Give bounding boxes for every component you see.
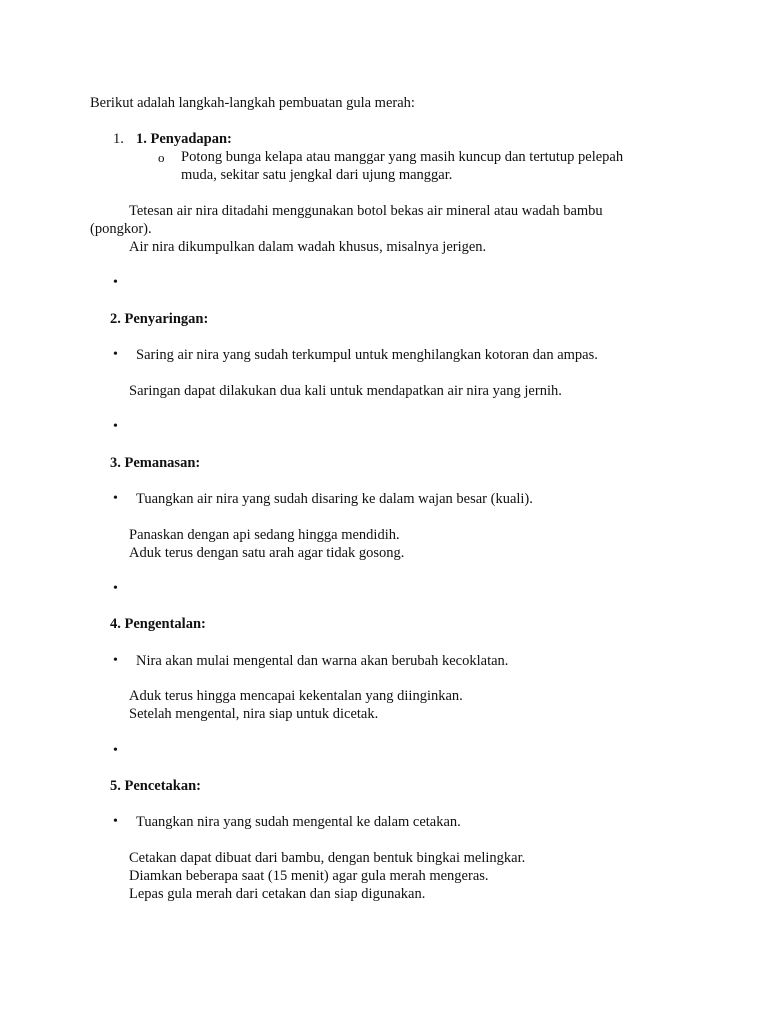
- step2-heading: 2. Penyaringan:: [110, 311, 209, 327]
- step1-sub-line2: muda, sekitar satu jengkal dari ujung manggar.: [181, 167, 453, 183]
- step3-bullet-text: Tuangkan air nira yang sudah disaring ke dalam wajan besar (kuali).: [136, 491, 533, 507]
- step4-heading: 4. Pengentalan:: [110, 616, 206, 632]
- intro-text: Berikut adalah langkah-langkah pembuatan gula merah:: [90, 95, 415, 111]
- step2-para-line1: Saringan dapat dilakukan dua kali untuk mendapatkan air nira yang jernih.: [129, 383, 562, 399]
- step1-sub-line1: Potong bunga kelapa atau manggar yang masih kuncup dan tertutup pelepah: [181, 149, 624, 165]
- step1-list-number: 1.: [113, 131, 124, 147]
- step3-para-line1: Panaskan dengan api sedang hingga mendidih.: [129, 527, 400, 543]
- step1-para-line1: Tetesan air nira ditadahi menggunakan botol bekas air mineral atau wadah bambu: [129, 203, 603, 219]
- step4-bullet: •: [113, 653, 118, 668]
- step3-heading: 3. Pemanasan:: [110, 455, 201, 471]
- step5-para-line2: Diamkan beberapa saat (15 menit) agar gula merah mengeras.: [129, 868, 489, 884]
- empty-bullet: •: [113, 743, 118, 758]
- step5-para-line3: Lepas gula merah dari cetakan dan siap digunakan.: [129, 886, 426, 902]
- empty-bullet: •: [113, 581, 118, 596]
- empty-bullet: •: [113, 275, 118, 290]
- step5-bullet: •: [113, 814, 118, 829]
- step2-bullet-text: Saring air nira yang sudah terkumpul untuk menghilangkan kotoran dan ampas.: [136, 347, 598, 363]
- step5-bullet-text: Tuangkan nira yang sudah mengental ke dalam cetakan.: [136, 814, 461, 830]
- step3-bullet: •: [113, 491, 118, 506]
- step2-bullet: •: [113, 347, 118, 362]
- step5-heading: 5. Pencetakan:: [110, 778, 202, 794]
- step3-para-line2: Aduk terus dengan satu arah agar tidak gosong.: [129, 545, 405, 561]
- step1-para-line3: Air nira dikumpulkan dalam wadah khusus, misalnya jerigen.: [129, 239, 487, 255]
- step5-para-line1: Cetakan dapat dibuat dari bambu, dengan bentuk bingkai melingkar.: [129, 850, 526, 866]
- step4-bullet-text: Nira akan mulai mengental dan warna akan berubah kecoklatan.: [136, 653, 509, 669]
- step1-heading: 1. Penyadapan:: [136, 131, 232, 147]
- step1-sub-marker: o: [158, 150, 165, 165]
- step4-para-line2: Setelah mengental, nira siap untuk dicetak.: [129, 706, 379, 722]
- step1-para-line2: (pongkor).: [90, 221, 152, 237]
- empty-bullet: •: [113, 419, 118, 434]
- step4-para-line1: Aduk terus hingga mencapai kekentalan yang diinginkan.: [129, 688, 463, 704]
